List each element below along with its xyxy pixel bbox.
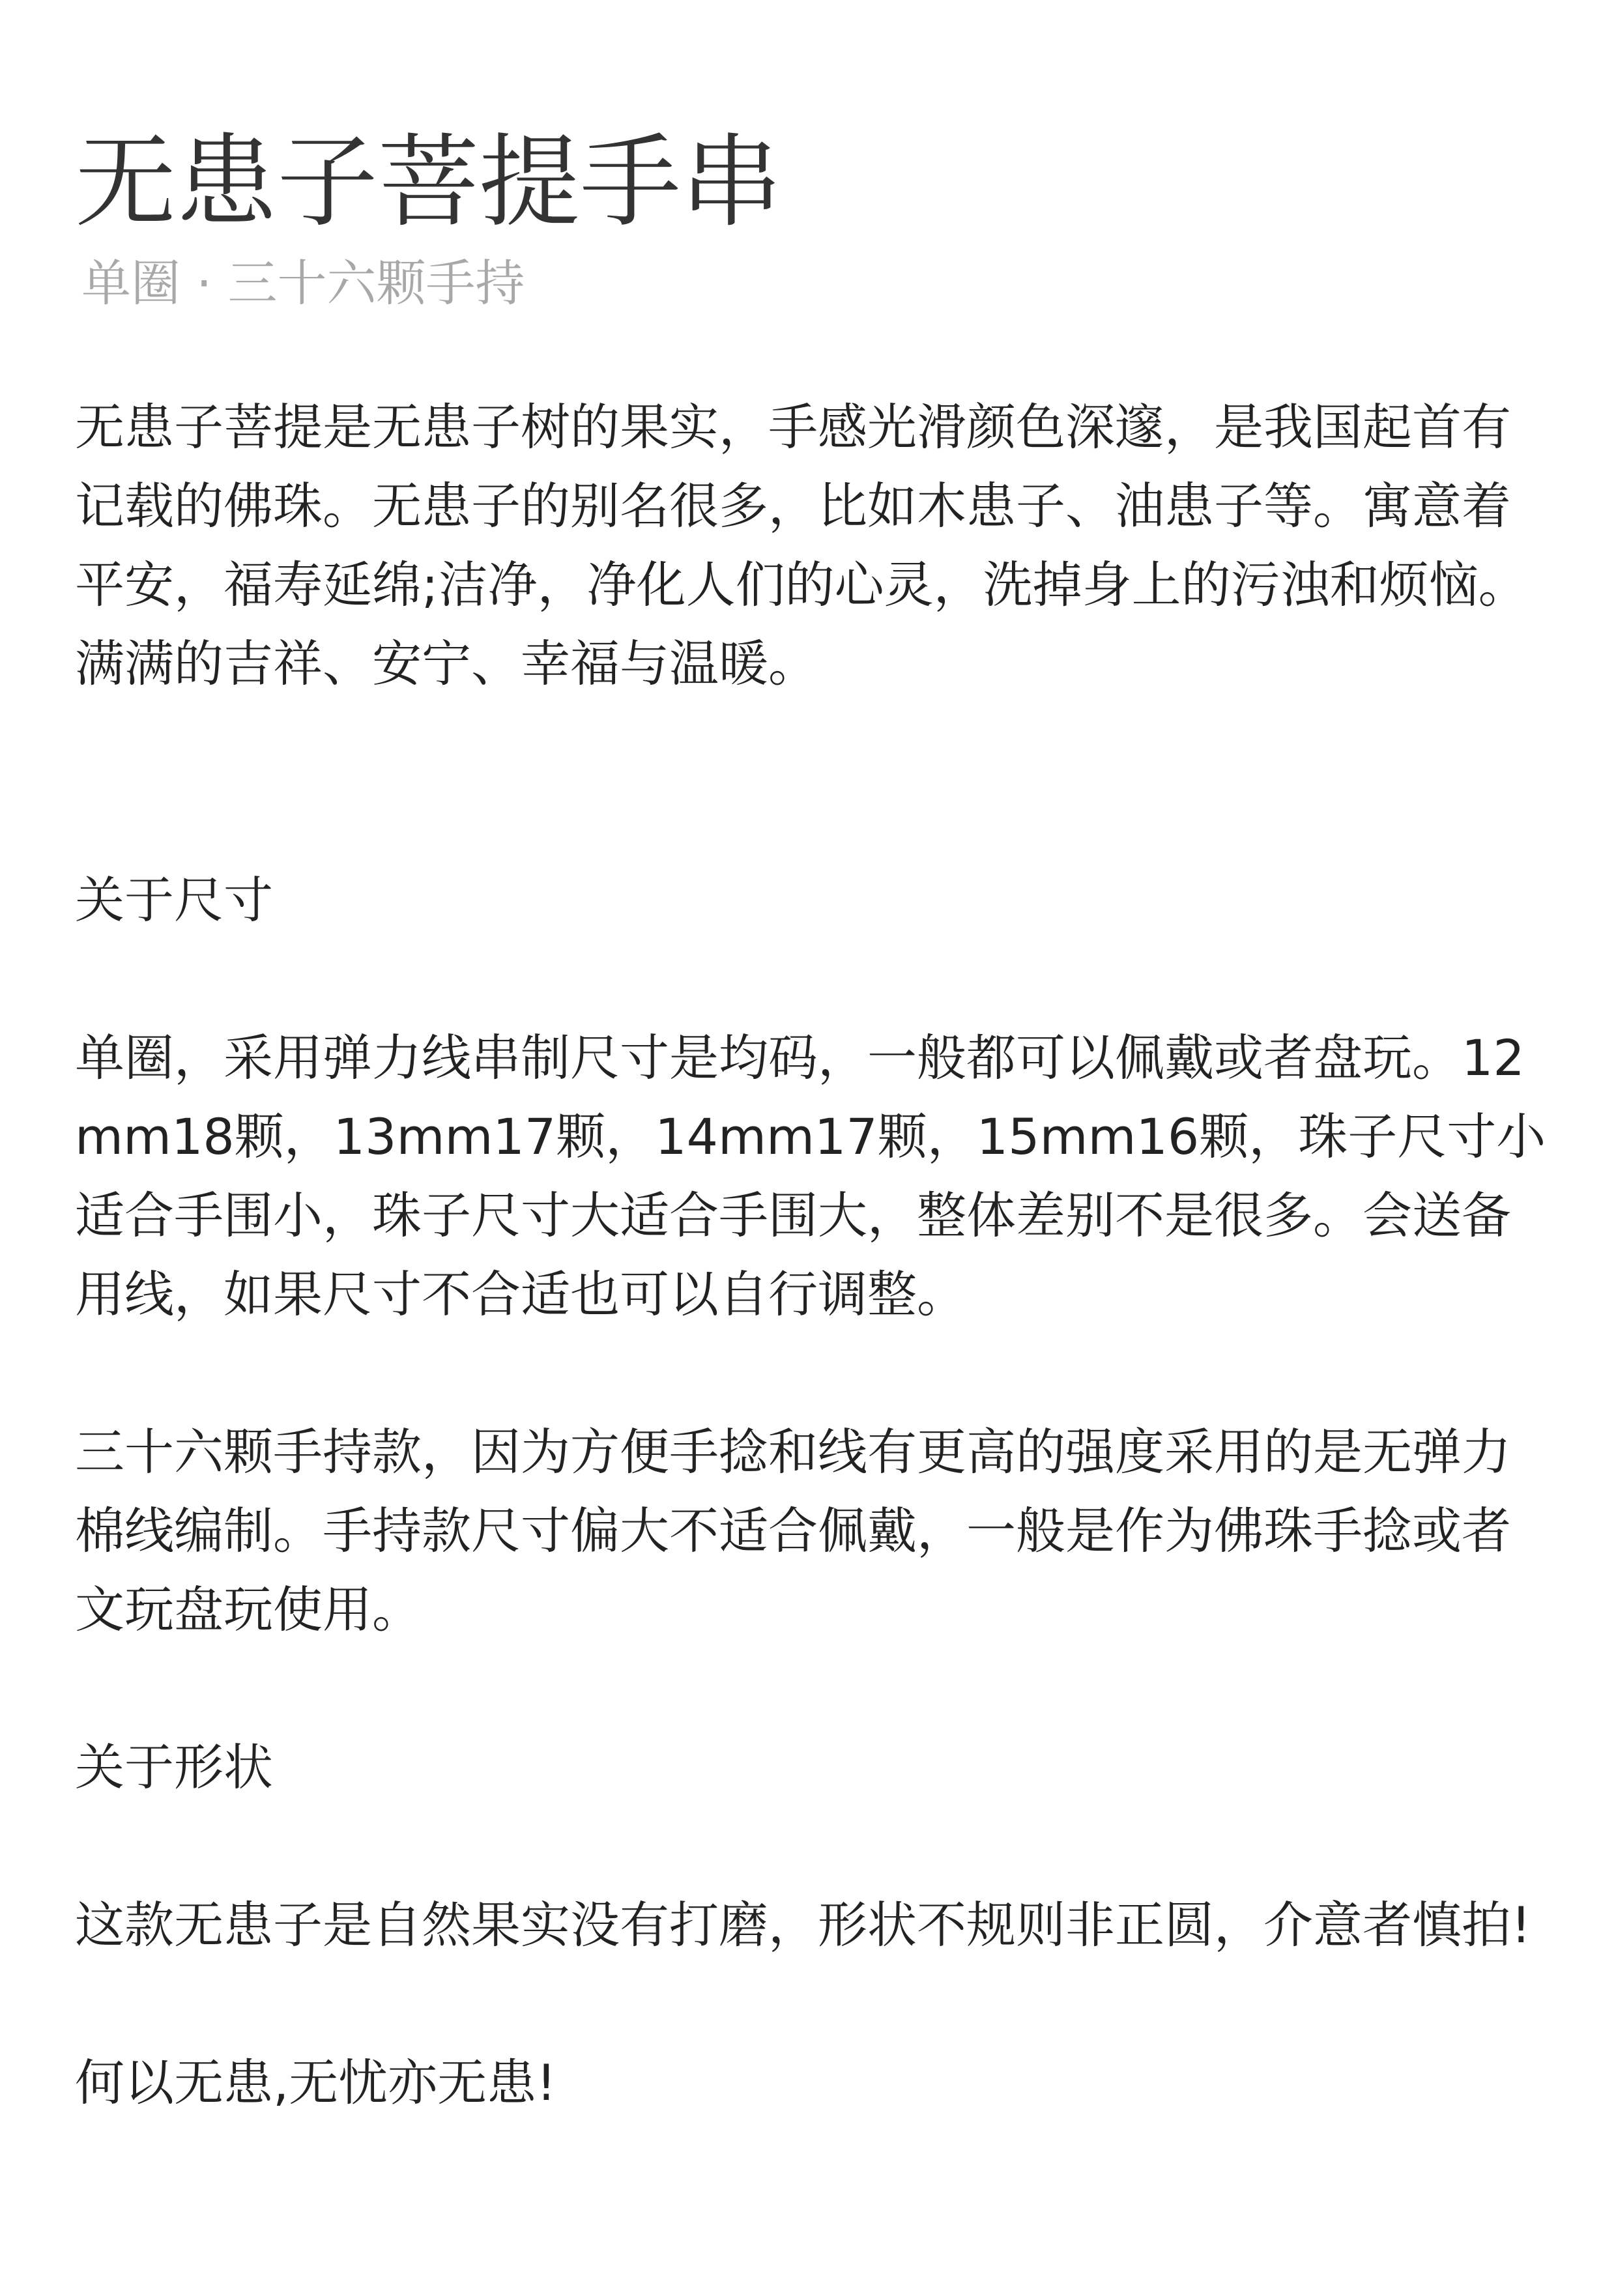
shape-heading: 关于形状 (75, 1738, 273, 1796)
size-single-paragraph: 单圈，采用弹力线串制尺寸是均码，一般都可以佩戴或者盘玩。12mm18颗，13mm17颗，14mm17颗，15mm16颗，珠子尺寸小适合手围小，珠子尺寸大适合手围大，整体差别不是很多。会送备用线，如果尺寸不合适也可以自行调整。 (75, 1029, 1546, 1323)
article-body (75, 388, 1554, 2122)
size-36-paragraph: 三十六颗手持款，因为方便手捻和线有更高的强度采用的是无弹力棉线编制。手持款尺寸偏大不适合佩戴，一般是作为佛珠手捻或者文玩盘玩使用。 (75, 1423, 1511, 1639)
closing-line: 何以无患,无忧亦无患! (75, 2054, 556, 2112)
page-title: 无患子菩提手串 (75, 123, 782, 241)
intro-paragraph: 无患子菩提是无患子树的果实，手感光滑颜色深邃，是我国起首有记载的佛珠。无患子的别名很多，比如木患子、油患子等。寓意着平安，福寿延绵;洁净，净化人们的心灵，洗掉身上的污浊和烦恼。满满的吉祥、安宁、幸福与温暖。 (75, 398, 1528, 693)
shape-paragraph: 这款无患子是自然果实没有打磨，形状不规则非正圆，介意者慎拍! (75, 1896, 1531, 1954)
page-subtitle: 单圈 · 三十六颗手持 (81, 254, 525, 312)
size-heading: 关于尺寸 (75, 871, 273, 929)
